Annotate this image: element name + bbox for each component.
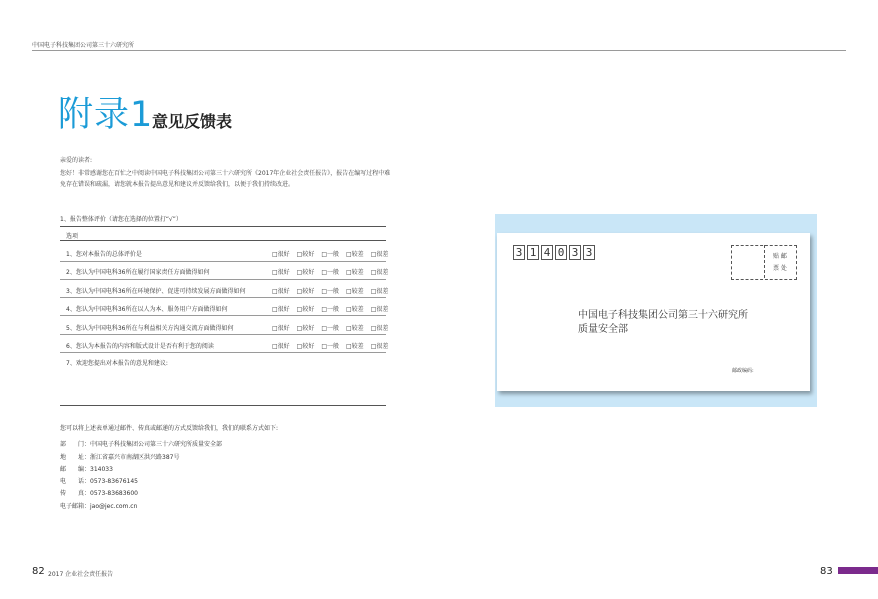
option-good[interactable]: □较好 xyxy=(296,269,315,276)
question-text: 2、您认为中国电科36所在履行国家责任方面做得如何 xyxy=(66,269,210,276)
intro-greeting: 亲爱的读者: xyxy=(60,157,93,164)
option-very-good[interactable]: □很好 xyxy=(272,343,290,350)
rating-options xyxy=(272,286,388,295)
option-very-good[interactable]: □很好 xyxy=(272,306,290,313)
sender-postcode-label: 邮政编码: xyxy=(732,368,754,374)
option-average[interactable]: □一般 xyxy=(321,325,340,332)
postcode-digit: 1 xyxy=(527,245,539,260)
question-text: 6、您认为本报告的内容和版式设计是否有利于您的阅读 xyxy=(66,343,214,350)
option-very-good[interactable]: □很好 xyxy=(272,269,290,276)
page-number-right: 83 xyxy=(820,566,833,577)
option-poor[interactable]: □较差 xyxy=(346,306,364,313)
intro-body-line2: 免存在错误和疏漏，请您就本报告提出意见和建议并反馈给我们，以便于我们持续改进。 xyxy=(60,181,295,188)
option-good[interactable]: □较好 xyxy=(296,251,315,258)
table-row xyxy=(60,280,389,298)
postcode-digit: 4 xyxy=(541,245,553,260)
option-good[interactable]: □较好 xyxy=(296,288,315,295)
option-poor[interactable]: □较差 xyxy=(346,288,364,295)
header-rule xyxy=(32,50,846,51)
row-divider xyxy=(60,315,386,316)
contact-email[interactable]: 电子邮箱：jao@jec.com.cn xyxy=(60,503,138,510)
rating-options xyxy=(272,267,388,276)
option-very-poor[interactable]: □很差 xyxy=(370,269,389,276)
row-divider xyxy=(60,352,386,353)
option-very-poor[interactable]: □很差 xyxy=(370,306,389,313)
contact-phone: 电 话：0573-83676145 xyxy=(60,478,138,485)
postcode-digit: 3 xyxy=(569,245,581,260)
postcode-boxes xyxy=(513,245,595,260)
stamp-label-1: 贴 邮 xyxy=(773,253,787,260)
survey-heading: 1、报告整体评价（请您在选择的位置打“√”） xyxy=(60,216,182,223)
option-average[interactable]: □一般 xyxy=(321,343,340,350)
appendix-subtitle: 意见反馈表 xyxy=(152,112,233,131)
question-text: 4、您认为中国电科36所在以人为本、服务用户方面做得如何 xyxy=(66,306,228,313)
rating-options xyxy=(272,323,388,332)
footer-report-title: 2017 企业社会责任报告 xyxy=(48,571,114,578)
question-text: 5、您认为中国电科36所在与利益相关方沟通交流方面做得如何 xyxy=(66,325,234,332)
contact-fax: 传 真：0573-83683600 xyxy=(60,490,138,497)
option-good[interactable]: □较好 xyxy=(296,343,315,350)
contact-department: 部 门：中国电子科技集团公司第三十六研究所质量安全部 xyxy=(60,441,223,448)
option-very-good[interactable]: □很好 xyxy=(272,288,290,295)
page-number-left: 82 xyxy=(32,566,45,577)
option-average[interactable]: □一般 xyxy=(321,306,340,313)
option-poor[interactable]: □较差 xyxy=(346,269,364,276)
rating-options xyxy=(272,249,388,258)
option-average[interactable]: □一般 xyxy=(321,288,340,295)
answer-area-rule[interactable] xyxy=(60,405,386,406)
option-very-poor[interactable]: □很差 xyxy=(370,325,389,332)
option-good[interactable]: □较好 xyxy=(296,325,315,332)
option-poor[interactable]: □较差 xyxy=(346,251,364,258)
table-row xyxy=(60,335,389,353)
recipient-line-1: 中国电子科技集团公司第三十六研究所 xyxy=(578,310,748,321)
contact-intro: 您可以将上述表单通过邮件、传真或邮递的方式反馈给我们，我们的联系方式如下: xyxy=(60,425,279,432)
option-very-poor[interactable]: □很差 xyxy=(370,343,389,350)
question-text: 3、您认为中国电科36所在环境保护、促进可持续发展方面做得如何 xyxy=(66,288,246,295)
stamp-divider xyxy=(764,245,796,278)
contact-postcode: 邮 编：314033 xyxy=(60,466,113,473)
option-poor[interactable]: □较差 xyxy=(346,343,364,350)
question-text: 1、您对本报告的总体评价是 xyxy=(66,251,142,258)
option-average[interactable]: □一般 xyxy=(321,269,340,276)
option-very-good[interactable]: □很好 xyxy=(272,251,290,258)
open-question: 7、欢迎您提出对本报告的意见和建议: xyxy=(66,360,168,367)
option-average[interactable]: □一般 xyxy=(321,251,340,258)
table-header-rule xyxy=(60,240,386,241)
table-top-rule xyxy=(60,226,386,227)
option-good[interactable]: □较好 xyxy=(296,306,315,313)
table-row xyxy=(60,317,389,335)
table-row xyxy=(60,261,389,279)
table-row xyxy=(60,298,389,316)
recipient-line-2: 质量安全部 xyxy=(578,324,628,335)
table-row xyxy=(60,243,389,261)
option-very-poor[interactable]: □很差 xyxy=(370,251,389,258)
postcode-digit: 0 xyxy=(555,245,567,260)
postcode-digit: 3 xyxy=(583,245,595,260)
footer-accent-bar xyxy=(838,567,878,574)
option-poor[interactable]: □较差 xyxy=(346,325,364,332)
option-very-poor[interactable]: □很差 xyxy=(370,288,389,295)
contact-address: 地 址：浙江省嘉兴市南湖区洪兴路387号 xyxy=(60,454,180,461)
running-header: 中国电子科技集团公司第三十六研究所 xyxy=(32,42,135,49)
intro-body-line1: 您好！非常感谢您在百忙之中阅读中国电子科技集团公司第三十六研究所《2017年企业社会责任报告》，报告在编写过程中难 xyxy=(60,170,391,177)
rating-options xyxy=(272,304,388,313)
appendix-title: 附录1 xyxy=(58,95,154,135)
stamp-label-2: 票 处 xyxy=(773,265,787,272)
rating-options xyxy=(272,341,388,350)
option-very-good[interactable]: □很好 xyxy=(272,325,290,332)
column-header: 选项 xyxy=(66,233,79,240)
postcode-digit: 3 xyxy=(513,245,525,260)
